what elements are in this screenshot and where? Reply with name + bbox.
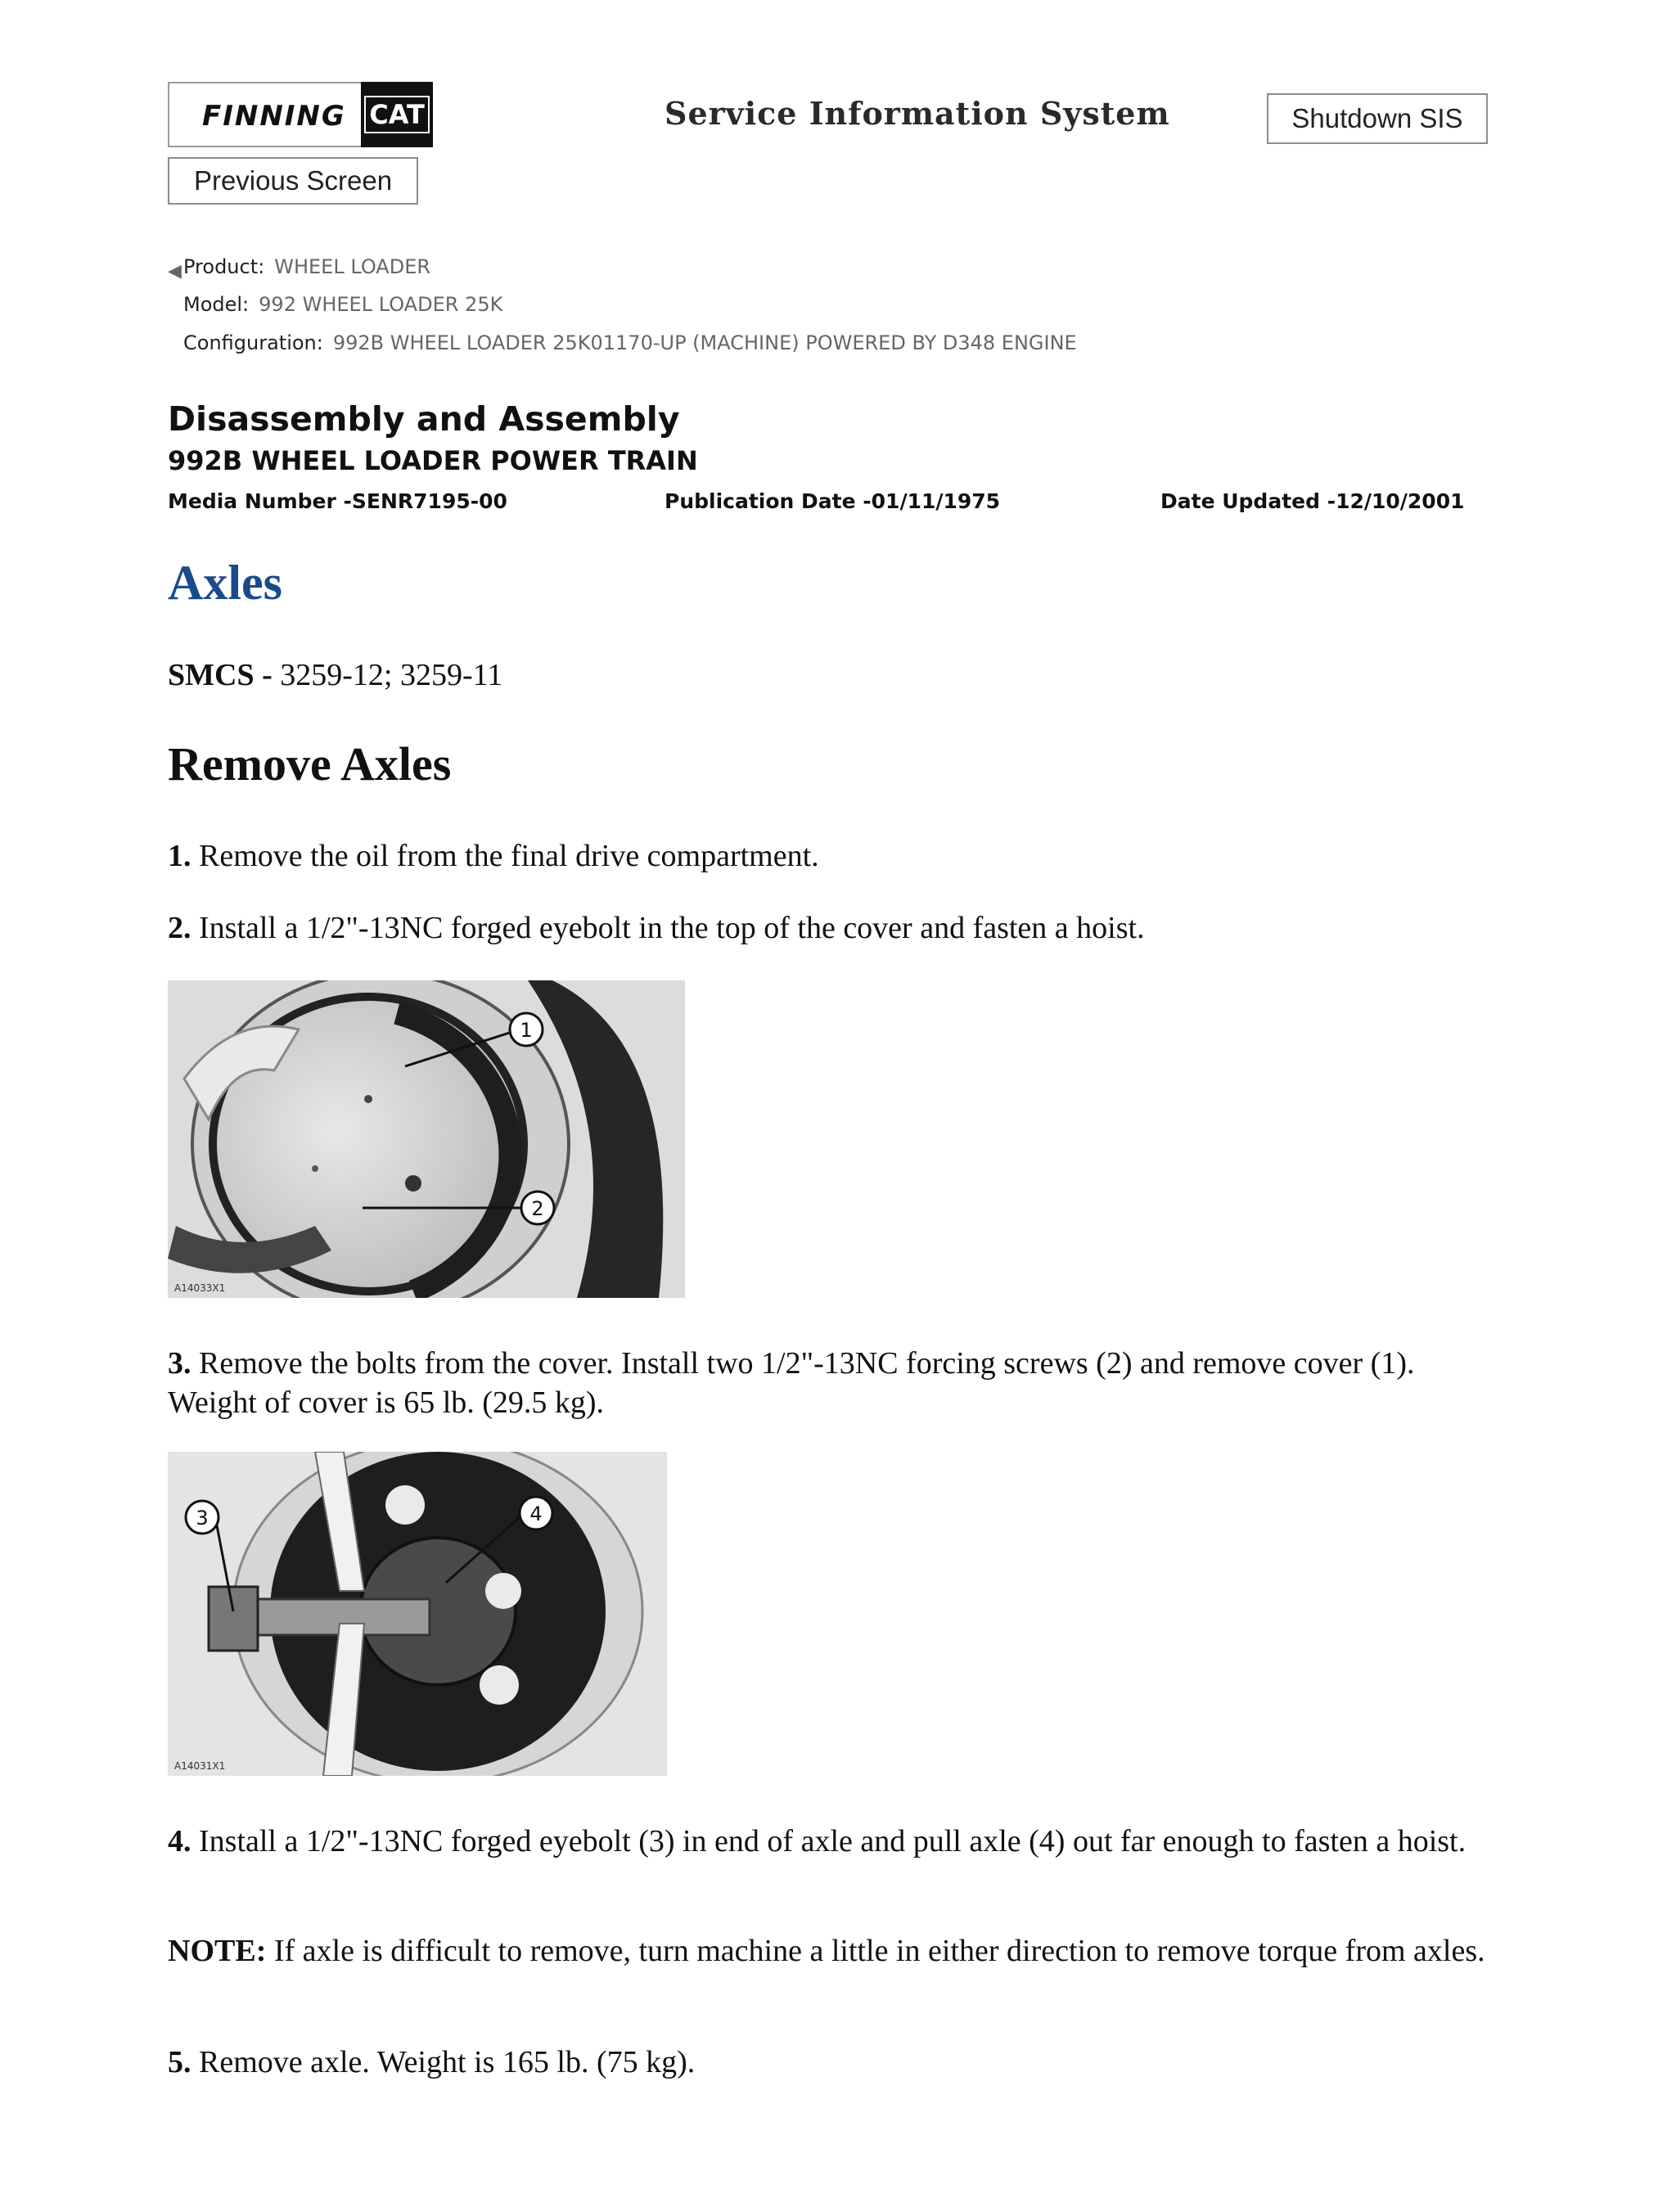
product-label: Product: (183, 255, 265, 278)
step-text: Install a 1/2"-13NC forged eyebolt (3) in end of axle and pull axle (4) out far enough to fasten a hoist. (191, 1824, 1466, 1858)
configuration-label: Configuration: (183, 331, 323, 354)
product-value: WHEEL LOADER (274, 255, 431, 278)
configuration-value: 992B WHEEL LOADER 25K01170-UP (MACHINE) POWERED BY D348 ENGINE (332, 331, 1077, 354)
step-text: Install a 1/2"-13NC forged eyebolt in the top of the cover and fasten a hoist. (191, 911, 1145, 945)
cat-logo-badge (361, 82, 433, 147)
document-subtitle: 992B WHEEL LOADER POWER TRAIN (168, 445, 698, 476)
configuration-row (183, 331, 1077, 354)
step-3 (168, 1344, 1494, 1422)
cat-logo-text: CAT (364, 96, 430, 133)
finning-logo-text: FINNING (202, 100, 346, 133)
finning-cat-logo (168, 82, 433, 147)
step-text: Remove axle. Weight is 165 lb. (75 kg). (191, 2045, 696, 2079)
step-text: Remove the oil from the final drive compartment. (191, 839, 819, 873)
step-2 (168, 908, 1494, 948)
model-row (183, 293, 502, 316)
figure-axle-removal (168, 1452, 667, 1776)
note (168, 1931, 1494, 1971)
callout-3-label: 3 (196, 1507, 209, 1529)
step-text: Remove the bolts from the cover. Install two 1/2"-13NC forcing screws (2) and remove cover (1). Weight of cover is 65 lb. (29.5 kg). (168, 1346, 1415, 1420)
previous-screen-button[interactable]: Previous Screen (168, 157, 418, 205)
smcs-codes (168, 657, 502, 693)
system-title: Service Information System (665, 95, 1170, 132)
cover-photo-illustration (168, 980, 685, 1298)
step-number: 4. (168, 1824, 191, 1858)
step-4 (168, 1822, 1494, 1861)
figure-id-label: A14031X1 (174, 1760, 226, 1772)
document-type: Disassembly and Assembly (168, 399, 680, 439)
callout-4-label: 4 (529, 1502, 543, 1525)
publication-date: Publication Date -01/11/1975 (665, 489, 1001, 513)
shutdown-sis-button[interactable]: Shutdown SIS (1267, 93, 1488, 144)
callout-1-label: 1 (520, 1019, 533, 1042)
step-number: 5. (168, 2045, 191, 2079)
smcs-value: 3259-12; 3259-11 (272, 658, 503, 692)
section-title: Remove Axles (168, 737, 452, 791)
step-number: 2. (168, 911, 191, 945)
model-value: 992 WHEEL LOADER 25K (259, 293, 503, 316)
figure-id-label: A14033X1 (174, 1282, 226, 1294)
note-text: If axle is difficult to remove, turn machine a little in either direction to remove torque from axles. (266, 1934, 1485, 1968)
step-number: 3. (168, 1346, 191, 1381)
step-1 (168, 836, 1494, 876)
product-row (183, 255, 430, 278)
smcs-label: SMCS - (168, 658, 273, 692)
media-number: Media Number -SENR7195-00 (168, 489, 507, 513)
page-title: Axles (168, 556, 282, 610)
figure-cover-removal (168, 980, 685, 1298)
back-arrow-icon[interactable]: ◀ (168, 260, 182, 281)
date-updated: Date Updated -12/10/2001 (1160, 489, 1465, 513)
callout-2-label: 2 (531, 1197, 544, 1220)
step-5 (168, 2043, 1494, 2082)
axle-photo-illustration (168, 1452, 667, 1776)
note-label: NOTE: (168, 1934, 267, 1968)
model-label: Model: (183, 293, 250, 316)
step-number: 1. (168, 839, 191, 873)
